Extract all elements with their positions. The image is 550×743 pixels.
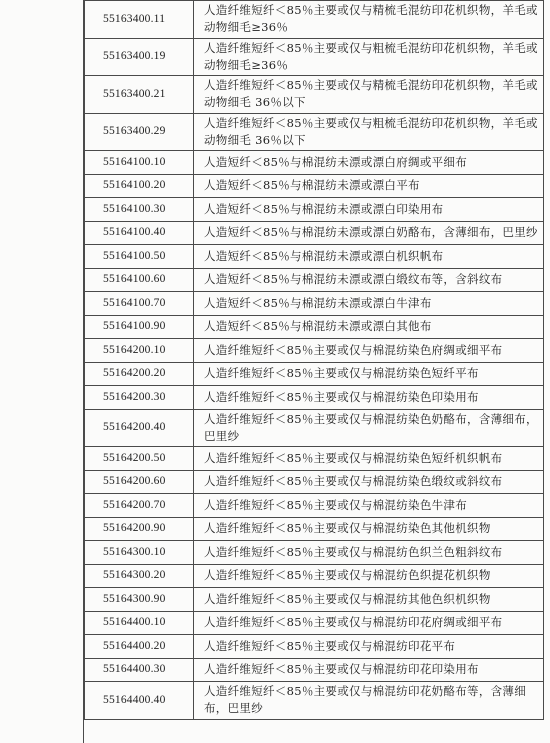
description-cell: 人造纤维短纤＜85％主要或仅与棉混纺色织兰色粗斜纹布	[194, 541, 544, 565]
description-cell: 人造纤维短纤＜85％主要或仅与精梳毛混纺印花机织物，羊毛或动物细毛 36％以下	[194, 76, 544, 114]
table-row	[85, 447, 544, 471]
description-cell: 人造纤维短纤＜85％主要或仅与棉混纺染色印染用布	[194, 386, 544, 410]
hs-code-cell: 55164400.30	[85, 658, 194, 682]
description-cell: 人造纤维短纤＜85％主要或仅与棉混纺印花府绸或细平布	[194, 611, 544, 635]
table-row	[85, 386, 544, 410]
hs-code-cell: 55164200.20	[85, 362, 194, 386]
hs-code-cell: 55164400.20	[85, 635, 194, 659]
hs-code-cell: 55164200.60	[85, 470, 194, 494]
hs-code-cell: 55164100.90	[85, 315, 194, 339]
table-row	[85, 76, 544, 114]
table-row	[85, 564, 544, 588]
table-row	[85, 174, 544, 198]
table-row	[85, 113, 544, 151]
description-cell: 人造纤维短纤＜85％主要或仅与棉混纺染色牛津布	[194, 494, 544, 518]
description-cell: 人造短纤＜85％与棉混纺未漂或漂白平布	[194, 174, 544, 198]
hs-code-cell: 55164300.90	[85, 588, 194, 612]
description-cell: 人造纤维短纤＜85％主要或仅与棉混纺染色短纤机织帆布	[194, 447, 544, 471]
hs-code-cell: 55164100.10	[85, 151, 194, 175]
hs-code-cell: 55164200.50	[85, 447, 194, 471]
description-cell: 人造纤维短纤＜85％主要或仅与棉混纺染色缎纹或斜纹布	[194, 470, 544, 494]
description-cell: 人造纤维短纤＜85％主要或仅与棉混纺染色其他机织物	[194, 517, 544, 541]
description-cell: 人造纤维短纤＜85％主要或仅与棉混纺染色短纤平布	[194, 362, 544, 386]
description-cell: 人造纤维短纤＜85％主要或仅与棉混纺色织提花机织物	[194, 564, 544, 588]
table-row	[85, 292, 544, 316]
description-cell: 人造短纤＜85％与棉混纺未漂或漂白印染用布	[194, 198, 544, 222]
table-row	[85, 658, 544, 682]
hs-code-cell: 55164100.60	[85, 268, 194, 292]
hs-code-cell: 55164200.90	[85, 517, 194, 541]
table-row	[85, 38, 544, 76]
hs-code-cell: 55164100.20	[85, 174, 194, 198]
table-row	[85, 221, 544, 245]
table-row	[85, 541, 544, 565]
hs-code-cell: 55164100.30	[85, 198, 194, 222]
description-cell: 人造短纤＜85％与棉混纺未漂或漂白其他布	[194, 315, 544, 339]
table-row	[85, 1, 544, 39]
hs-code-cell: 55164400.40	[85, 682, 194, 720]
description-cell: 人造纤维短纤＜85％主要或仅与棉混纺其他色织机织物	[194, 588, 544, 612]
left-blank-column	[0, 0, 84, 743]
hs-code-cell: 55164200.10	[85, 339, 194, 363]
hs-code-cell: 55164100.40	[85, 221, 194, 245]
table-row	[85, 268, 544, 292]
hs-code-cell: 55164300.20	[85, 564, 194, 588]
description-cell: 人造短纤＜85％与棉混纺未漂或漂白府绸或平细布	[194, 151, 544, 175]
hs-code-cell: 55163400.11	[85, 1, 194, 39]
description-cell: 人造短纤＜85％与棉混纺未漂或漂白奶酪布，含薄细布，巴里纱	[194, 221, 544, 245]
hs-code-cell: 55164100.70	[85, 292, 194, 316]
table-row	[85, 635, 544, 659]
hs-code-cell: 55164100.50	[85, 245, 194, 269]
hs-code-cell: 55164200.40	[85, 409, 194, 447]
table-row	[85, 339, 544, 363]
description-cell: 人造纤维短纤＜85％主要或仅与棉混纺印花印染用布	[194, 658, 544, 682]
hs-code-cell: 55163400.21	[85, 76, 194, 114]
table-row	[85, 198, 544, 222]
table-row	[85, 517, 544, 541]
description-cell: 人造短纤＜85％与棉混纺未漂或漂白机织帆布	[194, 245, 544, 269]
hs-code-cell: 55164200.70	[85, 494, 194, 518]
table-row	[85, 611, 544, 635]
hs-code-cell: 55164200.30	[85, 386, 194, 410]
hs-code-cell: 55163400.29	[85, 113, 194, 151]
table-row	[85, 588, 544, 612]
description-cell: 人造纤维短纤＜85％主要或仅与粗梳毛混纺印花机织物，羊毛或动物细毛 36％以下	[194, 113, 544, 151]
hs-code-cell: 55163400.19	[85, 38, 194, 76]
table-row	[85, 151, 544, 175]
tariff-code-table	[84, 0, 544, 720]
description-cell: 人造短纤＜85％与棉混纺未漂或漂白缎纹布等，含斜纹布	[194, 268, 544, 292]
description-cell: 人造短纤＜85％与棉混纺未漂或漂白牛津布	[194, 292, 544, 316]
description-cell: 人造纤维短纤＜85％主要或仅与粗梳毛混纺印花机织物，羊毛或动物细毛≥36％	[194, 38, 544, 76]
table-row	[85, 409, 544, 447]
table-row	[85, 315, 544, 339]
table-row	[85, 245, 544, 269]
description-cell: 人造纤维短纤＜85％主要或仅与棉混纺印花平布	[194, 635, 544, 659]
description-cell: 人造纤维短纤＜85％主要或仅与棉混纺染色府绸或细平布	[194, 339, 544, 363]
description-cell: 人造纤维短纤＜85％主要或仅与精梳毛混纺印花机织物，羊毛或动物细毛≥36％	[194, 1, 544, 39]
table-row	[85, 362, 544, 386]
description-cell: 人造纤维短纤＜85％主要或仅与棉混纺印花奶酪布等，含薄细布，巴里纱	[194, 682, 544, 720]
table-row	[85, 494, 544, 518]
table-body	[85, 1, 544, 720]
hs-code-cell: 55164300.10	[85, 541, 194, 565]
description-cell: 人造纤维短纤＜85％主要或仅与棉混纺染色奶酪布，含薄细布，巴里纱	[194, 409, 544, 447]
table-row	[85, 470, 544, 494]
hs-code-cell: 55164400.10	[85, 611, 194, 635]
table-row	[85, 682, 544, 720]
